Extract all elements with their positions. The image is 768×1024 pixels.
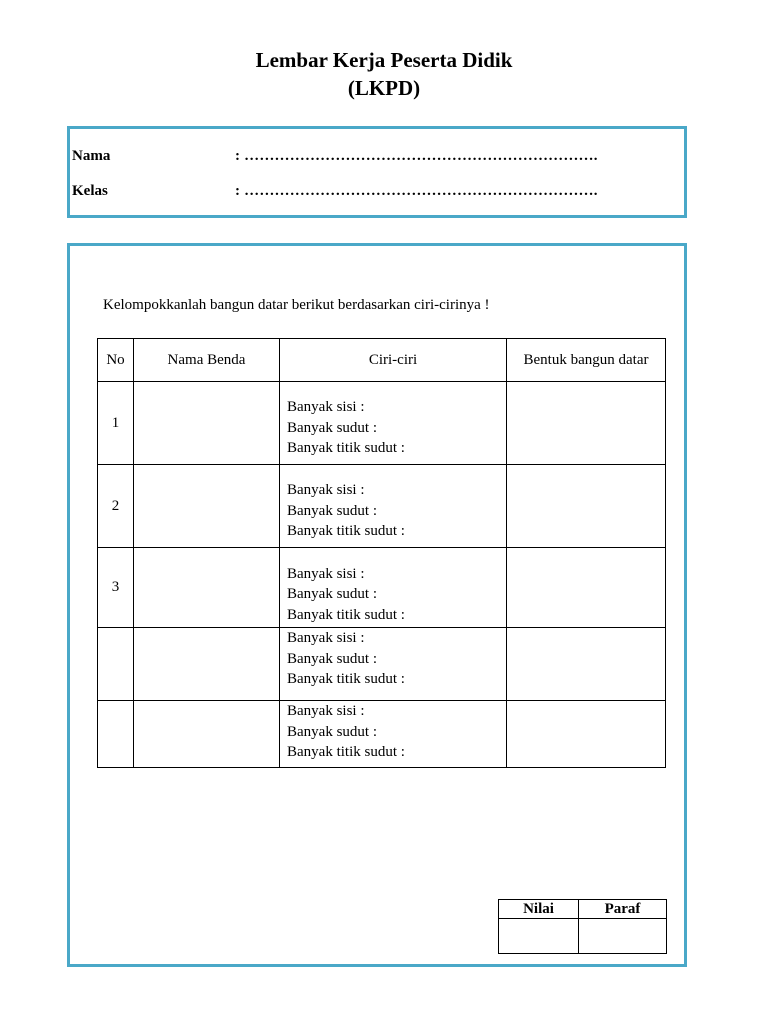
ciri-sudut: Banyak sudut :: [287, 723, 377, 740]
ciri-cell[interactable]: [280, 628, 507, 701]
col-header-no: No: [98, 339, 134, 382]
ciri-sudut: Banyak sudut :: [287, 502, 377, 519]
paraf-header: Paraf: [579, 900, 667, 919]
page-title: Lembar Kerja Peserta Didik: [255, 48, 513, 72]
score-table: [498, 899, 667, 954]
table-row: [98, 628, 666, 701]
nama-field[interactable]: : …………………………………………………………….: [235, 148, 598, 164]
nilai-cell[interactable]: [499, 919, 579, 954]
table-row: [98, 382, 666, 465]
row-number: [98, 701, 134, 768]
table-row: [98, 465, 666, 548]
instruction-text: Kelompokkanlah bangun datar berikut berdasarkan ciri-cirinya !: [103, 297, 490, 313]
nama-benda-cell[interactable]: [134, 465, 280, 548]
ciri-titik-sudut: Banyak titik sudut :: [287, 744, 405, 760]
nama-benda-cell[interactable]: [134, 548, 280, 628]
row-number: [98, 628, 134, 701]
bentuk-cell[interactable]: [507, 382, 666, 465]
bentuk-cell[interactable]: [507, 628, 666, 701]
ciri-sisi: Banyak sisi :: [287, 399, 365, 416]
classification-table: [97, 338, 666, 768]
ciri-titik-sudut: Banyak titik sudut :: [287, 671, 405, 687]
row-number: 3: [98, 548, 134, 628]
ciri-cell[interactable]: [280, 382, 507, 465]
ciri-sisi: Banyak sisi :: [287, 630, 365, 646]
ciri-cell[interactable]: [280, 701, 507, 768]
col-header-nama-benda: Nama Benda: [134, 339, 280, 382]
bentuk-cell[interactable]: [507, 548, 666, 628]
table-header-row: [98, 339, 666, 382]
identity-box: [67, 126, 687, 218]
page-subtitle: (LKPD): [347, 76, 421, 100]
col-header-bentuk: Bentuk bangun datar: [507, 339, 666, 382]
nama-benda-cell[interactable]: [134, 628, 280, 701]
ciri-titik-sudut: Banyak titik sudut :: [287, 523, 405, 540]
kelas-label: Kelas: [72, 183, 108, 199]
ciri-sudut: Banyak sudut :: [287, 586, 377, 603]
ciri-sisi: Banyak sisi :: [287, 482, 365, 499]
nama-benda-cell[interactable]: [134, 701, 280, 768]
bentuk-cell[interactable]: [507, 701, 666, 768]
ciri-sisi: Banyak sisi :: [287, 703, 365, 719]
nilai-header: Nilai: [499, 900, 579, 919]
score-header-row: [499, 900, 667, 919]
ciri-cell[interactable]: [280, 465, 507, 548]
ciri-titik-sudut: Banyak titik sudut :: [287, 606, 405, 623]
paraf-cell[interactable]: [579, 919, 667, 954]
ciri-sudut: Banyak sudut :: [287, 650, 377, 667]
table-row: [98, 701, 666, 768]
kelas-field[interactable]: : …………………………………………………………….: [235, 183, 598, 199]
row-number: 2: [98, 465, 134, 548]
ciri-titik-sudut: Banyak titik sudut :: [287, 440, 405, 457]
ciri-sisi: Banyak sisi :: [287, 565, 365, 582]
col-header-ciri-ciri: Ciri-ciri: [280, 339, 507, 382]
row-number: 1: [98, 382, 134, 465]
score-value-row: [499, 919, 667, 954]
ciri-cell[interactable]: [280, 548, 507, 628]
ciri-sudut: Banyak sudut :: [287, 419, 377, 436]
table-row: [98, 548, 666, 628]
nama-label: Nama: [72, 148, 111, 164]
nama-benda-cell[interactable]: [134, 382, 280, 465]
bentuk-cell[interactable]: [507, 465, 666, 548]
